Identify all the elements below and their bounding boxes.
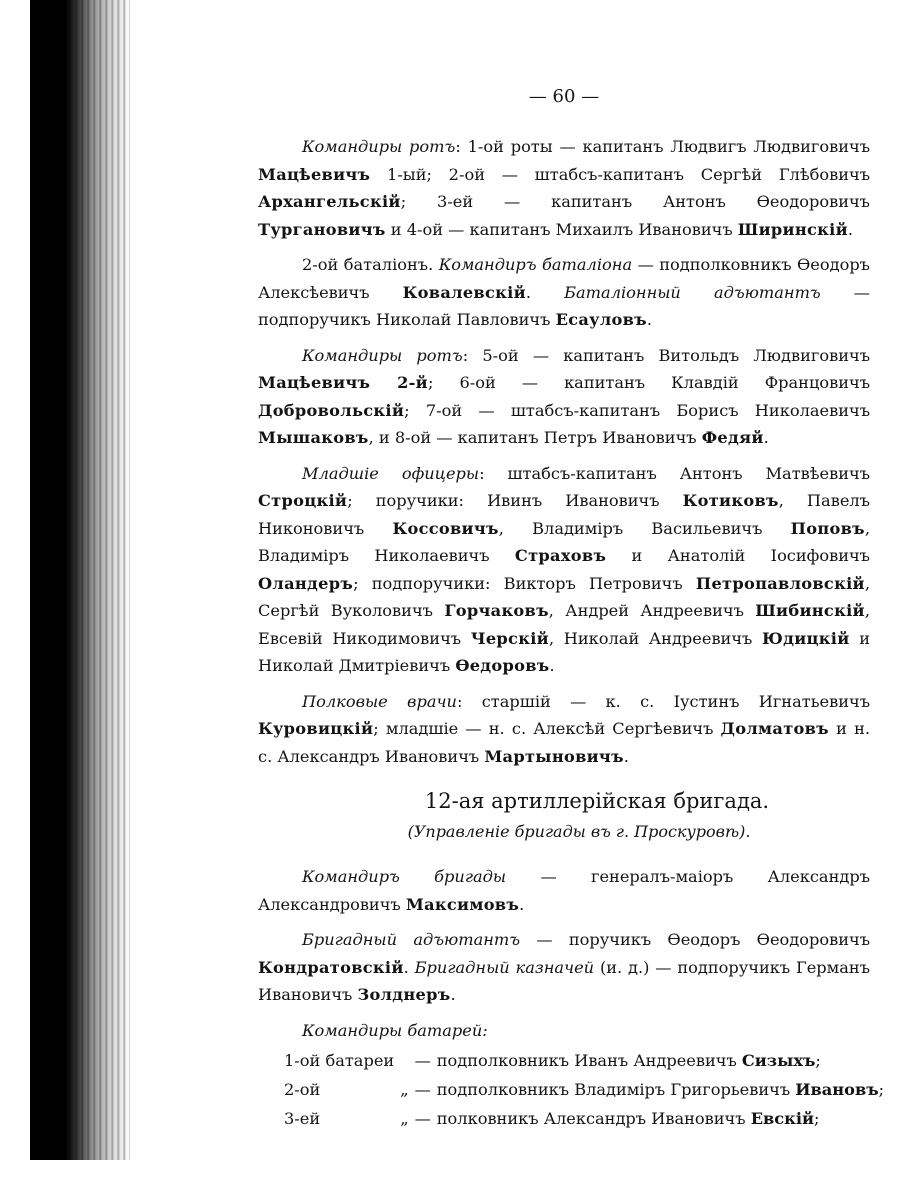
- paragraph-brigade-adjutant: Бригадный адъютантъ — поручикъ Ѳеодоръ Ѳеодоровичъ Кондратовскій. Бригадный казначей (и. д.) — подпоручикъ Германъ Ивановичъ Золднеръ.: [258, 930, 871, 1004]
- document-page: [258, 86, 885, 1133]
- section-heading: 12-ая артиллерійская бригада.: [424, 789, 770, 813]
- paragraph-regimental-doctors: Полковые врачи: старшій — к. с. Іустинъ Игнатьевичъ Куровицкій; младшіе — н. с. Алексѣй Сергѣевичъ Долматовъ и н. с. Александръ Ивановичъ Мартыновичъ.: [258, 691, 871, 766]
- battery-row: 1-ой батареи — подполковникъ Иванъ Андреевичъ Сизыхъ;: [284, 1050, 821, 1070]
- battery-row: 3-ей „ — полковникъ Александръ Ивановичъ Евскій;: [284, 1108, 820, 1128]
- paragraph-battalion-2: 2-ой баталіонъ. Командиръ баталіона — подполковникъ Ѳеодоръ Алексѣевичъ Ковалевскій. Баталіонный адъютантъ — подпоручикъ Николай Павловичъ Есауловъ.: [258, 255, 870, 329]
- scan-binding-edge: [30, 0, 130, 1160]
- paragraph-company-commanders-1: Командиры ротъ: 1-ой роты — капитанъ Людвигъ Людвиговичъ Мацѣевичъ 1-ый; 2-ой — штабсъ-капитанъ Сергѣй Глѣбовичъ Архангельскій; 3-ей — капитанъ Антонъ Ѳеодоровичъ Тургановичъ и 4-ой — капитанъ Михаилъ Ивановичъ Ширинскій.: [258, 137, 870, 239]
- battery-commanders-list: [284, 1046, 890, 1133]
- battery-commanders-label: Командиры батарей:: [302, 1020, 488, 1040]
- paragraph-company-commanders-2: Командиры ротъ: 5-ой — капитанъ Витольдъ Людвиговичъ Мацѣевичъ 2-й; 6-ой — капитанъ Клавдій Францовичъ Добровольскій; 7-ой — штабсъ-капитанъ Борисъ Николаевичъ Мышаковъ, и 8-ой — капитанъ Петръ Ивановичъ Федяй.: [258, 345, 870, 447]
- paragraph-brigade-commander: Командиръ бригады — генералъ-маіоръ Александръ Александровичъ Максимовъ.: [258, 867, 870, 914]
- paragraph-junior-officers: Младшіе офицеры: штабсъ-капитанъ Антонъ Матвѣевичъ Строцкій; поручики: Ивинъ Ивановичъ Котиковъ, Павелъ Никоновичъ Коссовичъ, Владиміръ Васильевичъ Поповъ, Владиміръ Николаевичъ Страховъ и Анатолій Іосифовичъ Оландеръ; подпоручики: Викторъ Петровичъ Петропавловскій, Сергѣй Вуколовичъ Горчаковъ, Андрей Андреевичъ Шибинскій, Евсевій Никодимовичъ Черскій, Николай Андреевичъ Юдицкій и Николай Дмитріевичъ Ѳедоровъ.: [258, 463, 871, 675]
- battery-row: 2-ой „ — подполковникъ Владиміръ Григорьевичъ Ивановъ;: [284, 1079, 885, 1099]
- section-subheading: (Управленіе бригады въ г. Проскуровѣ).: [407, 822, 751, 841]
- page-number: — 60 —: [528, 86, 600, 107]
